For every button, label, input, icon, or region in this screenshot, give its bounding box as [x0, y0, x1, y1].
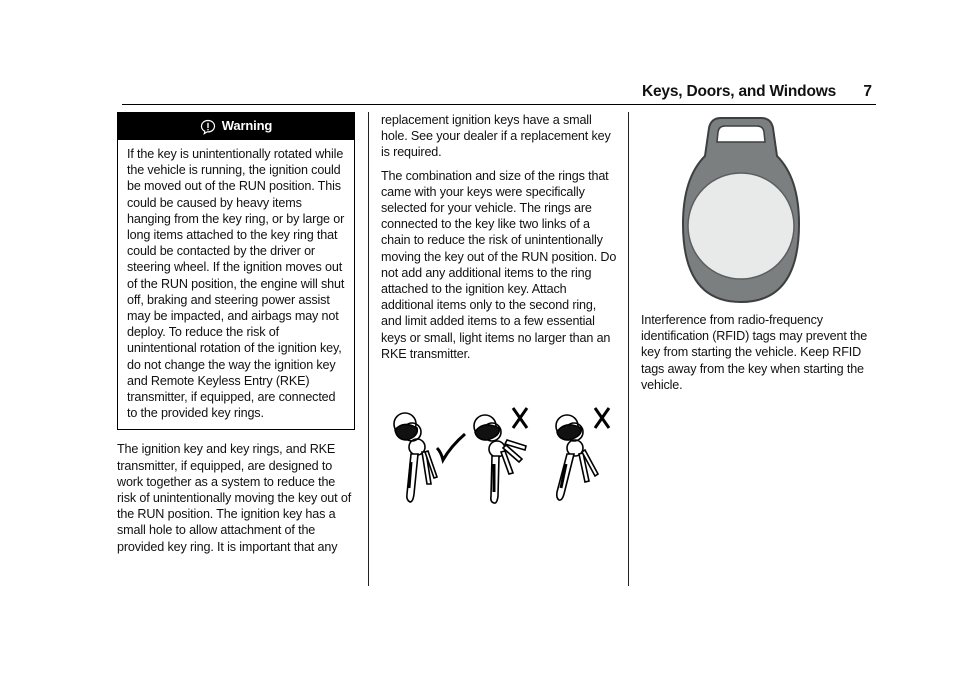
keyring-incorrect-x-icon: [556, 408, 609, 500]
rfid-key-fob-icon: [681, 116, 801, 304]
keyring-incorrect-x-icon: [474, 408, 527, 503]
warning-title: Warning: [221, 118, 273, 134]
paragraph-key-rings: The ignition key and key rings, and RKE transmitter, if equipped, are designed to work together as a system to reduce the risk of unintentionally moving the key out of the RUN position. The ignition key has a small hole to allow attachment of the provided key ring. It is important that any: [117, 442, 352, 554]
warning-text: If the key is unintentionally rotated while the vehicle is running, the ignition could be moved out of the RUN position. This could be caused by heavy items hanging from the key ring, or by large or long items attached to the key ring that could be contacted by the driver or steering wheel. If the ignition moves out of the RUN position, the engine will shut off, braking and steering power assist may be impacted, and airbags may not deploy. To reduce the risk of unintentional rotation of the ignition key, do not change the way the ignition key and Remote Keyless Entry (RKE) transmitter, if equipped, are connected to the provided key rings.: [127, 147, 345, 421]
keyring-illustration: [381, 402, 621, 522]
warning-header: [118, 113, 354, 140]
page-number: 7: [863, 83, 872, 100]
section-title: Keys, Doors, and Windows: [641, 83, 836, 100]
column-1: [117, 112, 357, 562]
paragraph-replacement-keys: replacement ignition keys have a small hole. See your dealer if a replacement key is required.: [381, 113, 611, 160]
paragraph-ring-combination: The combination and size of the rings that came with your keys were specifically selected for your vehicle. The rings are connected to the key like two links of a chain to reduce the risk of unintentionally moving the key out of the RUN position. Do not add any additional items to the ring attached to the ignition key. Attach additional items only to the second ring, and limit added items to a few essential keys or small, light items no larger than an RKE transmitter.: [381, 168, 617, 361]
paragraph-rfid-interference: Interference from radio-frequency identification (RFID) tags may prevent the key from starting the vehicle. Keep RFID tags away from the key when starting the vehicle.: [641, 313, 868, 392]
column-divider-1: [368, 112, 369, 586]
column-3: [641, 312, 881, 400]
page-header: [122, 82, 876, 105]
warning-box: [117, 112, 355, 430]
column-divider-2: [628, 112, 629, 586]
keyring-correct-check-icon: [394, 413, 465, 502]
warning-exclamation-icon: [200, 119, 216, 135]
column-2: [381, 112, 619, 369]
